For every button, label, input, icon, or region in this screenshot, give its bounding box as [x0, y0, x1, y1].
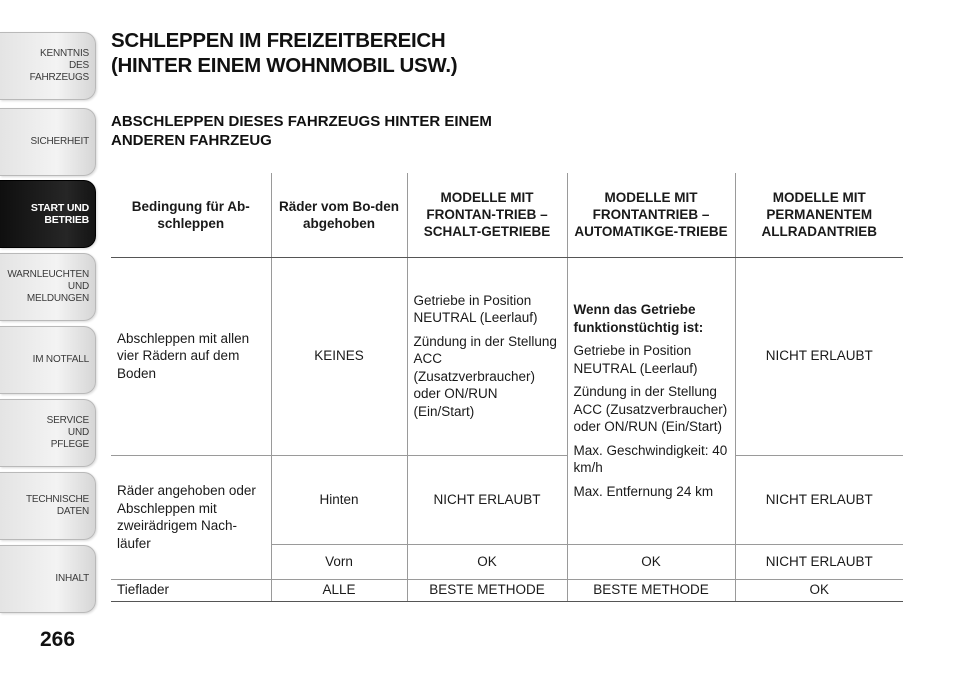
automatic-condition-heading: Wenn das Getriebe funktionstüchtig ist: [573, 302, 704, 335]
tab-label: START UND BETRIEB [30, 202, 89, 226]
cell-awd: NICHT ERLAUBT [735, 455, 903, 544]
manual-instruction-1: Getriebe in Position NEUTRAL (Leerlauf) [413, 292, 538, 326]
header-fwd-automatic: MODELLE MIT FRONTANTRIEB – AUTOMATIKGE-TRIEBE [567, 173, 735, 257]
header-awd: MODELLE MIT PERMANENTEM ALLRADANTRIEB [735, 173, 903, 257]
cell-wheels: Vorn [271, 544, 407, 579]
cell-condition: Tieflader [111, 579, 271, 601]
manual-instruction-2: Zündung in der Stellung ACC (Zusatzverbraucher) oder ON/RUN (Ein/Start) [413, 333, 557, 419]
header-wheels-raised: Räder vom Bo-den abgehoben [271, 173, 407, 257]
cell-awd: OK [735, 579, 903, 601]
cell-condition: Abschleppen mit allen vier Rädern auf dem Boden [111, 257, 271, 455]
cell-wheels: ALLE [271, 579, 407, 601]
cell-manual [407, 257, 567, 455]
cell-awd: NICHT ERLAUBT [735, 544, 903, 579]
tab-label: KENNTNIS DES FAHRZEUGS [29, 48, 89, 83]
cell-automatic: BESTE METHODE [567, 579, 735, 601]
tab-label: TECHNISCHE DATEN [25, 494, 89, 517]
tab-label: WARNLEUCHTEN UND MELDUNGEN [7, 269, 89, 304]
tab-start-und-betrieb[interactable] [0, 180, 96, 248]
cell-automatic-merged [567, 257, 735, 544]
tab-label: INHALT [55, 573, 89, 584]
cell-manual: BESTE METHODE [407, 579, 567, 601]
tab-label: SICHERHEIT [30, 136, 89, 147]
towing-table [111, 173, 903, 602]
automatic-max-distance: Max. Entfernung 24 km [573, 483, 714, 499]
tab-label: SERVICE UND PFLEGE [46, 415, 89, 450]
tab-kenntnis-des-fahrzeugs[interactable] [0, 32, 96, 100]
page-number: 266 [40, 628, 76, 651]
header-fwd-manual: MODELLE MIT FRONTAN-TRIEB – SCHALT-GETRIEBE [407, 173, 567, 257]
tab-inhalt[interactable] [0, 545, 96, 613]
table-row [111, 257, 903, 455]
tab-sicherheit[interactable] [0, 108, 96, 176]
tab-technische-daten[interactable] [0, 472, 96, 540]
automatic-max-speed: Max. Geschwindigkeit: 40 km/h [573, 442, 728, 475]
cell-wheels: Hinten [271, 455, 407, 544]
tab-warnleuchten-und-meldungen[interactable] [0, 253, 96, 321]
tab-label: IM NOTFALL [32, 354, 89, 365]
table-header-row [111, 173, 903, 257]
page-title: SCHLEPPEN IM FREIZEITBEREICH (HINTER EINEM WOHNMOBIL USW.) [111, 29, 458, 77]
tab-im-notfall[interactable] [0, 326, 96, 394]
cell-manual: OK [407, 544, 567, 579]
automatic-instruction-2: Zündung in der Stellung ACC (Zusatzverbraucher) oder ON/RUN (Ein/Start) [573, 384, 728, 434]
section-subtitle: ABSCHLEPPEN DIESES FAHRZEUGS HINTER EINEM ANDEREN FAHRZEUG [111, 113, 492, 149]
automatic-instruction-1: Getriebe in Position NEUTRAL (Leerlauf) [573, 343, 698, 376]
tab-service-und-pflege[interactable] [0, 399, 96, 467]
cell-automatic: OK [567, 544, 735, 579]
header-condition: Bedingung für Ab-schleppen [111, 173, 271, 257]
cell-condition: Räder angehoben oder Abschleppen mit zweirädrigem Nach-läufer [111, 455, 271, 579]
cell-awd: NICHT ERLAUBT [735, 257, 903, 455]
cell-manual: NICHT ERLAUBT [407, 455, 567, 544]
cell-wheels: KEINES [271, 257, 407, 455]
chapter-tab-bar [0, 0, 100, 678]
table-row [111, 455, 903, 544]
table-row [111, 579, 903, 601]
